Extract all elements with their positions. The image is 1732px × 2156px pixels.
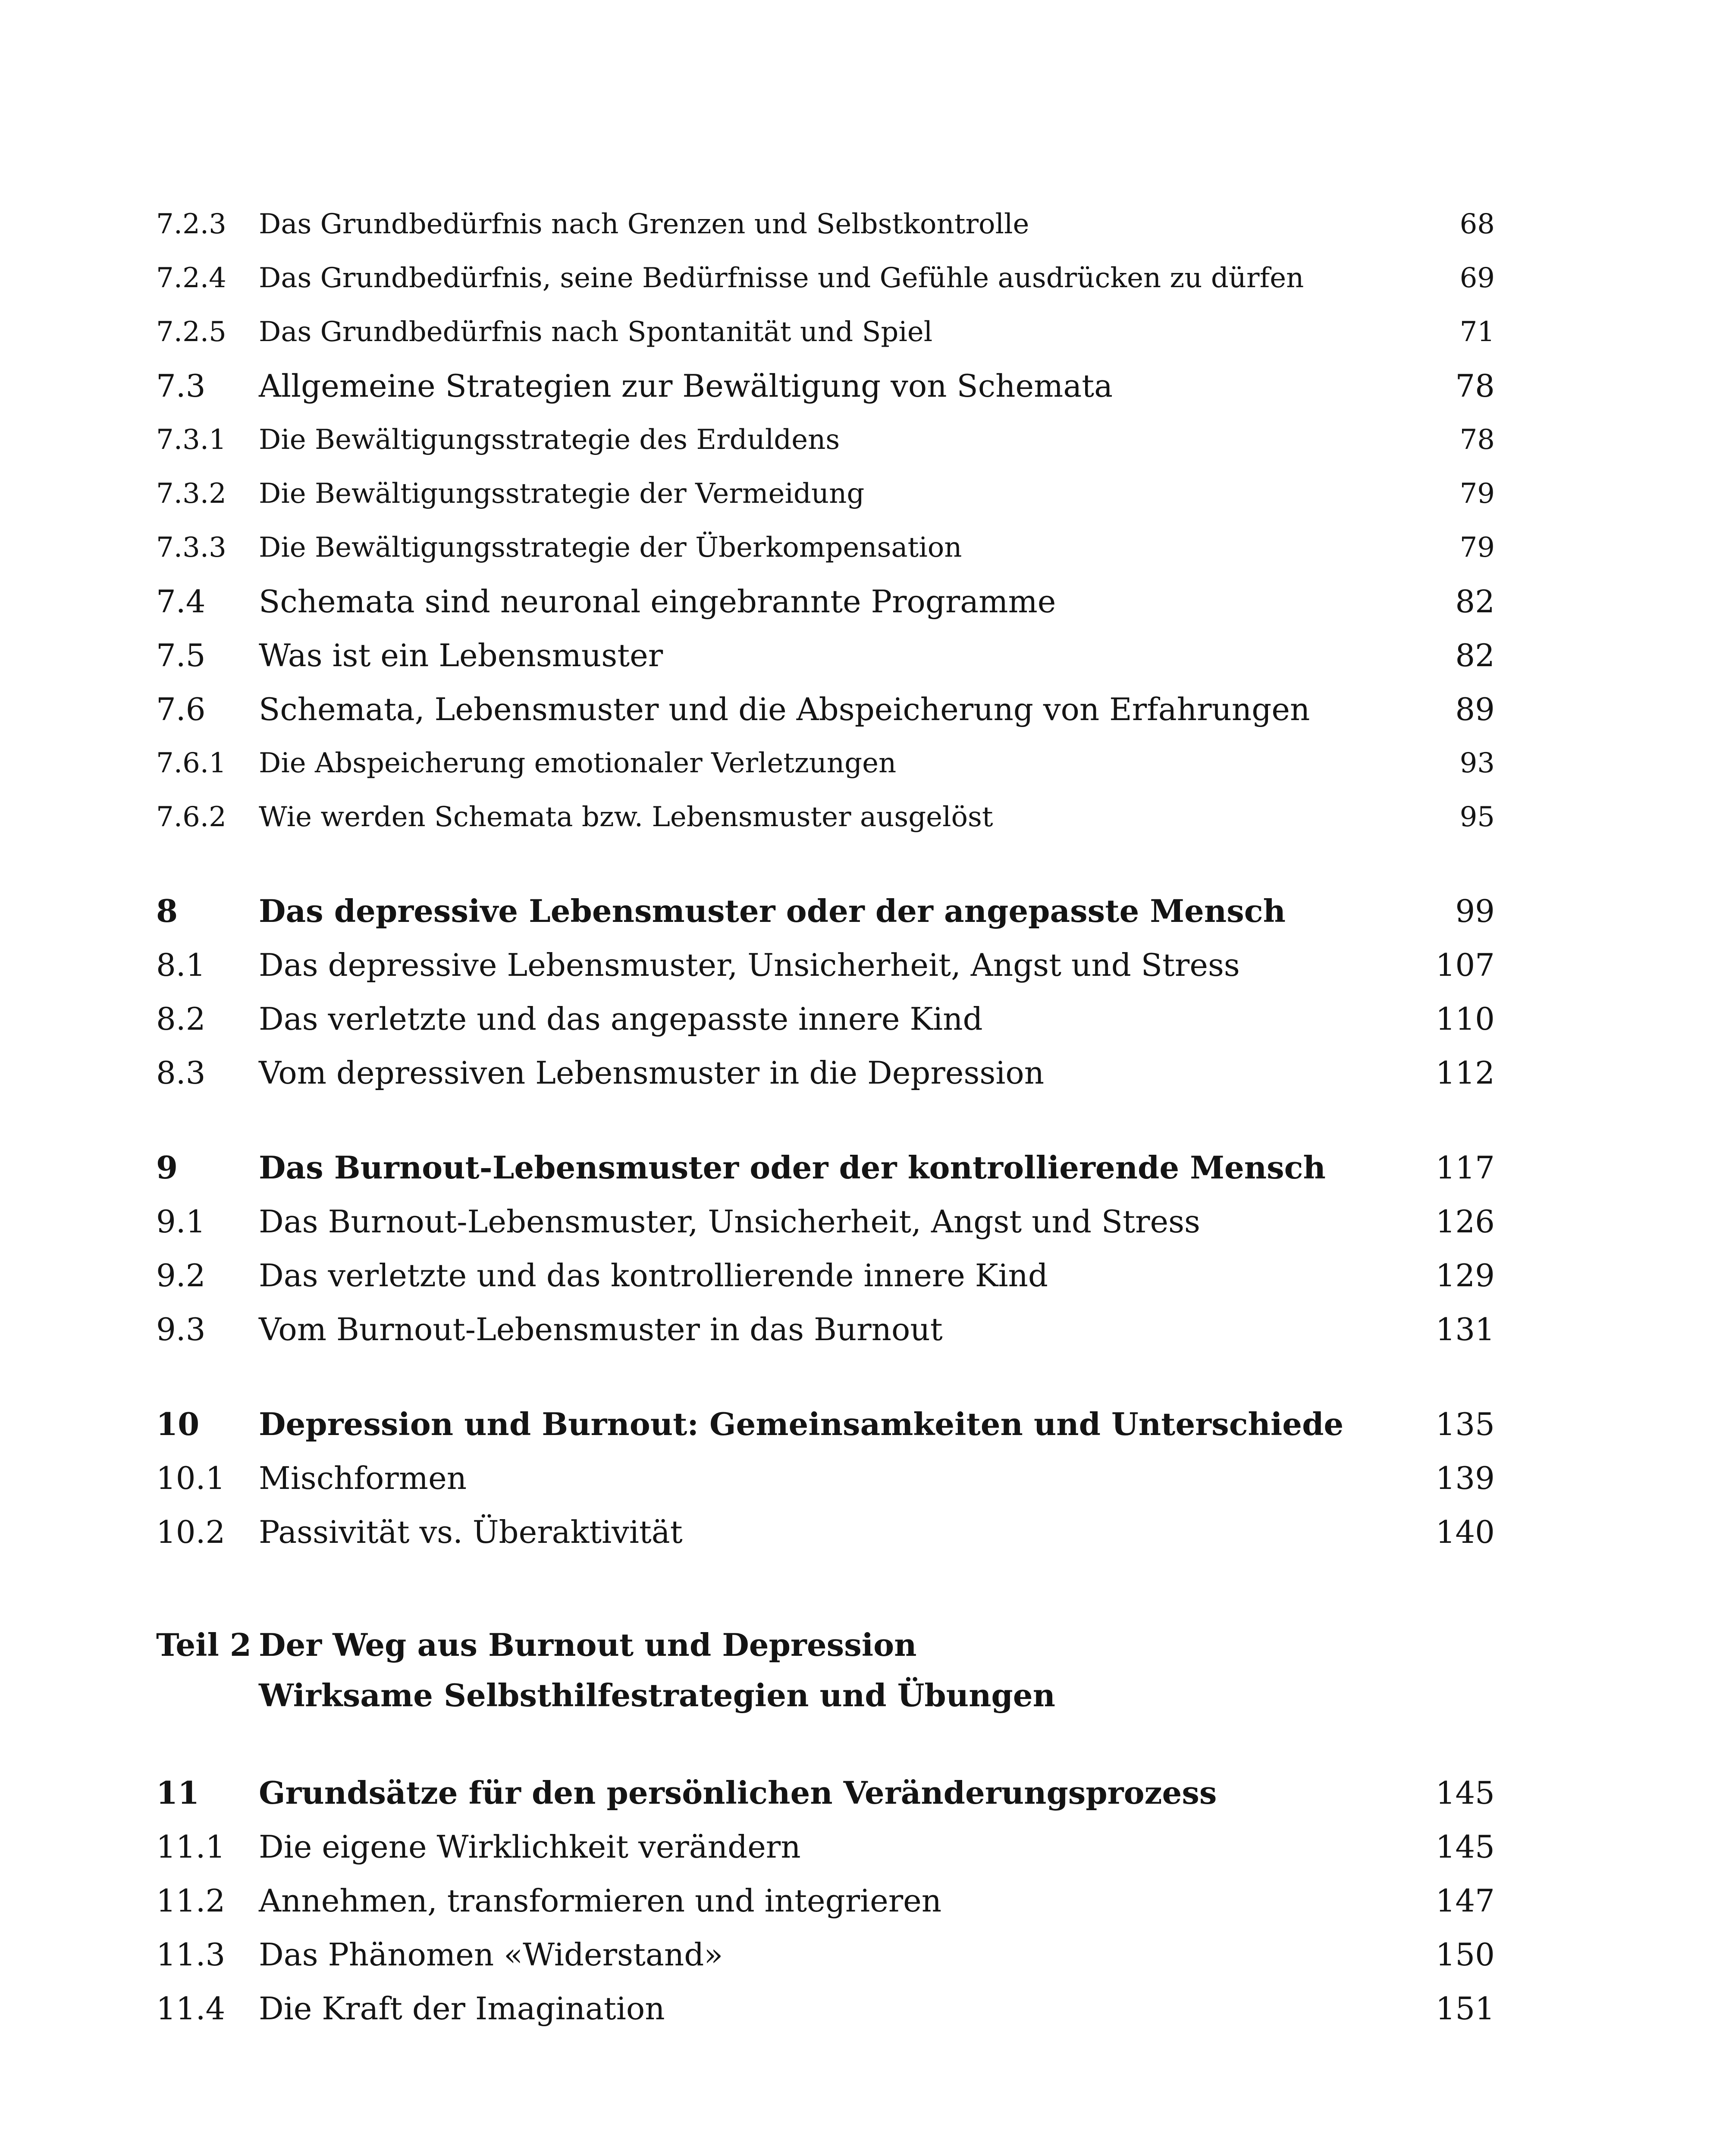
entry-title: Das depressive Lebensmuster, Unsicherheit, Angst und Stress (259, 947, 1240, 983)
entry-title: Schemata sind neuronal eingebrannte Programme (259, 583, 1056, 620)
entry-title: Mischformen (259, 1460, 467, 1496)
entry-title: Das verletzte und das angepasste innere Kind (259, 1001, 983, 1037)
toc-entry-10-1 (0, 1450, 1732, 1506)
entry-page: 78 (1455, 368, 1495, 404)
toc-entry-7-2-5 (0, 304, 1732, 360)
chapter-number: 10 (156, 1406, 200, 1442)
entry-title: Das Grundbedürfnis nach Spontanität und Spiel (259, 316, 933, 348)
entry-number: 7.3.3 (156, 532, 226, 564)
entry-title: Die Abspeicherung emotionaler Verletzungen (259, 747, 897, 779)
entry-page: 145 (1435, 1829, 1495, 1865)
toc-entry-7-3 (0, 358, 1732, 414)
entry-number: 7.3 (156, 368, 206, 404)
entry-title: Das verletzte und das kontrollierende innere Kind (259, 1257, 1048, 1294)
toc-entry-7-6-2 (0, 789, 1732, 845)
entry-number: 7.2.5 (156, 316, 226, 348)
entry-title: Das Burnout-Lebensmuster, Unsicherheit, Angst und Stress (259, 1203, 1200, 1240)
toc-entry-11-3 (0, 1927, 1732, 1983)
entry-title: Schemata, Lebensmuster und die Abspeicherung von Erfahrungen (259, 691, 1310, 727)
toc-entry-7-6-1 (0, 735, 1732, 791)
entry-page: 140 (1435, 1514, 1495, 1550)
entry-title: Passivität vs. Überaktivität (259, 1514, 683, 1550)
chapter-title: Grundsätze für den persönlichen Veränderungsprozess (259, 1774, 1217, 1811)
entry-page: 117 (1435, 1150, 1495, 1186)
entry-page: 135 (1435, 1406, 1495, 1442)
entry-number: 7.3.1 (156, 424, 226, 456)
entry-page: 71 (1459, 316, 1495, 348)
toc-entry-7-3-1 (0, 412, 1732, 468)
toc-entry-7-5 (0, 627, 1732, 683)
chapter-number: 9 (156, 1149, 178, 1186)
entry-number: 8.1 (156, 947, 206, 983)
entry-page: 131 (1435, 1311, 1495, 1348)
entry-number: 7.5 (156, 637, 206, 674)
toc-entry-9-2 (0, 1247, 1732, 1304)
entry-number: 8.3 (156, 1055, 206, 1091)
entry-page: 93 (1459, 747, 1495, 779)
toc-entry-7-4 (0, 573, 1732, 630)
chapter-number: 11 (156, 1774, 200, 1811)
entry-number: 7.3.2 (156, 478, 226, 510)
entry-page: 78 (1459, 424, 1495, 456)
entry-page: 112 (1435, 1055, 1495, 1091)
entry-title: Wie werden Schemata bzw. Lebensmuster ausgelöst (259, 801, 993, 833)
entry-page: 150 (1435, 1937, 1495, 1973)
entry-number: 9.1 (156, 1203, 206, 1240)
toc-entry-10-2 (0, 1504, 1732, 1560)
entry-title: Die Kraft der Imagination (259, 1990, 665, 2027)
toc-entry-7-2-3 (0, 196, 1732, 252)
toc-entry-8-1 (0, 937, 1732, 993)
entry-title: Vom Burnout-Lebensmuster in das Burnout (259, 1311, 943, 1348)
toc-entry-11-4 (0, 1981, 1732, 2037)
entry-number: 7.6.1 (156, 747, 226, 779)
toc-entry-11-1 (0, 1819, 1732, 1875)
entry-page: 151 (1435, 1990, 1495, 2027)
entry-number: 7.6.2 (156, 801, 226, 833)
entry-page: 126 (1435, 1203, 1495, 1240)
entry-number: 7.6 (156, 691, 206, 727)
chapter-title: Depression und Burnout: Gemeinsamkeiten und Unterschiede (259, 1406, 1344, 1442)
entry-page: 129 (1435, 1257, 1495, 1294)
toc-entry-7-2-4 (0, 250, 1732, 306)
toc-chapter-9 (0, 1140, 1732, 1196)
toc-part-2-heading (0, 1617, 1732, 1673)
entry-number: 8.2 (156, 1001, 206, 1037)
entry-page: 147 (1435, 1883, 1495, 1919)
toc-chapter-8 (0, 883, 1732, 939)
entry-title: Die eigene Wirklichkeit verändern (259, 1829, 801, 1865)
entry-page: 79 (1459, 532, 1495, 564)
toc-entry-11-2 (0, 1873, 1732, 1929)
entry-page: 69 (1459, 262, 1495, 294)
toc-chapter-11 (0, 1765, 1732, 1821)
entry-title: Die Bewältigungsstrategie des Erduldens (259, 424, 840, 456)
entry-number: 7.2.3 (156, 208, 226, 240)
entry-page: 89 (1455, 691, 1495, 727)
entry-title: Das Phänomen «Widerstand» (259, 1937, 723, 1973)
part-title: Der Weg aus Burnout und Depression (259, 1626, 917, 1663)
entry-title: Annehmen, transformieren und integrieren (259, 1883, 942, 1919)
toc-part-2-subtitle (0, 1667, 1732, 1724)
entry-number: 7.2.4 (156, 262, 226, 294)
entry-page: 107 (1435, 947, 1495, 983)
entry-number: 10.1 (156, 1460, 226, 1496)
chapter-number: 8 (156, 893, 178, 929)
entry-number: 9.3 (156, 1311, 206, 1348)
toc-entry-8-2 (0, 991, 1732, 1047)
entry-page: 110 (1435, 1001, 1495, 1037)
entry-number: 11.3 (156, 1937, 226, 1973)
part-number: Teil 2 (156, 1626, 251, 1663)
entry-page: 95 (1459, 801, 1495, 833)
toc-entry-9-1 (0, 1194, 1732, 1250)
toc-entry-7-3-3 (0, 520, 1732, 576)
entry-page: 139 (1435, 1460, 1495, 1496)
chapter-title: Das Burnout-Lebensmuster oder der kontrollierende Mensch (259, 1149, 1326, 1186)
toc-chapter-10 (0, 1396, 1732, 1452)
entry-number: 11.4 (156, 1990, 226, 2027)
entry-title: Das Grundbedürfnis, seine Bedürfnisse und Gefühle ausdrücken zu dürfen (259, 262, 1304, 294)
entry-page: 68 (1459, 208, 1495, 240)
entry-number: 9.2 (156, 1257, 206, 1294)
entry-title: Das Grundbedürfnis nach Grenzen und Selbstkontrolle (259, 208, 1029, 240)
entry-title: Die Bewältigungsstrategie der Überkompensation (259, 532, 962, 564)
entry-number: 11.2 (156, 1883, 226, 1919)
toc-entry-8-3 (0, 1045, 1732, 1101)
entry-number: 7.4 (156, 583, 206, 620)
part-subtitle: Wirksame Selbsthilfestrategien und Übungen (259, 1677, 1055, 1714)
toc-entry-9-3 (0, 1301, 1732, 1357)
entry-page: 79 (1459, 478, 1495, 510)
toc-entry-7-3-2 (0, 466, 1732, 522)
entry-number: 10.2 (156, 1514, 226, 1550)
entry-title: Die Bewältigungsstrategie der Vermeidung (259, 478, 865, 510)
entry-page: 99 (1455, 893, 1495, 929)
entry-title: Was ist ein Lebensmuster (259, 637, 663, 674)
entry-page: 145 (1435, 1775, 1495, 1811)
entry-title: Vom depressiven Lebensmuster in die Depression (259, 1055, 1045, 1091)
entry-title: Allgemeine Strategien zur Bewältigung von Schemata (259, 368, 1113, 404)
chapter-title: Das depressive Lebensmuster oder der angepasste Mensch (259, 893, 1286, 929)
entry-number: 11.1 (156, 1829, 226, 1865)
toc-entry-7-6 (0, 681, 1732, 737)
entry-page: 82 (1455, 637, 1495, 674)
entry-page: 82 (1455, 583, 1495, 620)
